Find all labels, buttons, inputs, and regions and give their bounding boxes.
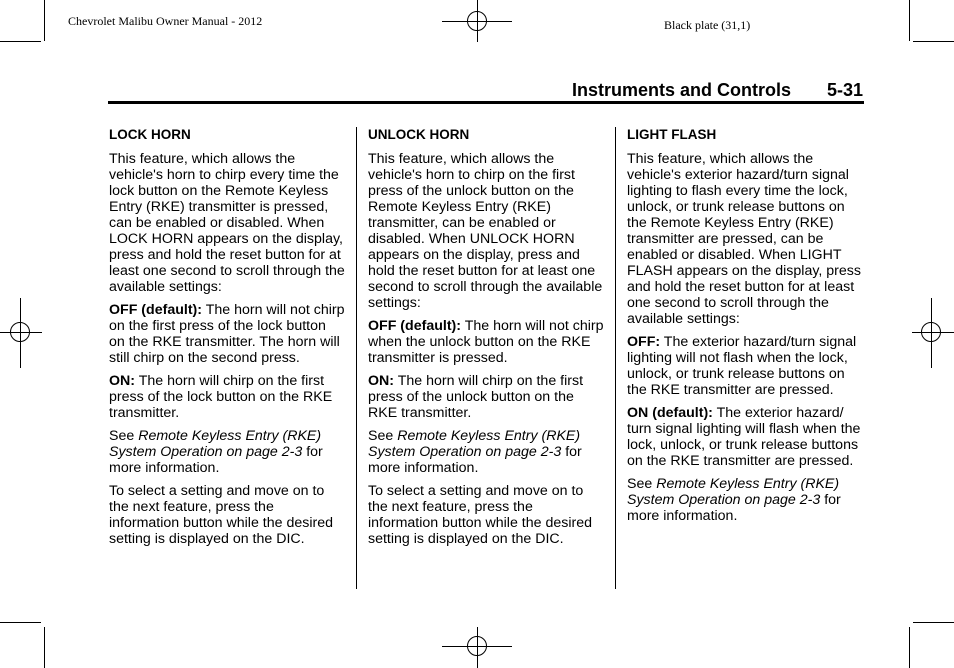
see-suffix: for more information. <box>109 444 323 476</box>
option-label: OFF (default): <box>368 318 461 334</box>
column-heading: LOCK HORN <box>109 127 191 142</box>
crop-mark <box>44 627 45 668</box>
option-label: OFF: <box>627 334 661 350</box>
option-text: The horn will not chirp when the unlock button on the RKE transmitter is pressed. <box>368 318 604 366</box>
paragraph-option-on <box>109 373 345 421</box>
paragraph-see-also <box>109 428 345 476</box>
paragraph-see-also <box>368 428 604 476</box>
paragraph-option-on <box>627 405 867 469</box>
option-text: The horn will not chirp on the first press of the lock button on the RKE transmitter. The horn will still chirp on the second press. <box>109 302 345 366</box>
paragraph-option-off <box>109 302 345 366</box>
column-heading: LIGHT FLASH <box>627 127 717 142</box>
paragraph-intro: This feature, which allows the vehicle's horn to chirp on the first press of the unlock button on the Remote Keyless Entry (RKE) transmitter, can be enabled or disabled. When UNLOCK HORN appears on the display, press and hold the reset button for at least one second to scroll through the available settings: <box>368 151 603 311</box>
page-number: 5-31 <box>827 80 864 100</box>
option-text: The exterior hazard/turn signal lighting will not flash when the lock, unlock, or trunk release buttons on the RKE transmitter are pressed. <box>627 334 857 398</box>
crop-mark <box>44 0 45 41</box>
option-label: ON: <box>368 373 395 389</box>
see-prefix: See <box>368 428 394 444</box>
section-title: Instruments and Controls <box>572 80 792 100</box>
crop-mark <box>0 622 41 623</box>
paragraph-closing: To select a setting and move on to the next feature, press the information button while the desired setting is displayed on the DIC. <box>109 483 333 547</box>
option-text: The exterior hazard/ turn signal lighting will flash when the lock, unlock, or trunk release buttons on the RKE transmitter are pressed. <box>627 405 861 469</box>
cross-reference-link[interactable]: Remote Keyless Entry (RKE) System Operation on page 2-3 <box>109 428 322 460</box>
column-divider <box>615 127 616 589</box>
paragraph-intro: This feature, which allows the vehicle's exterior hazard/turn signal lighting to flash every time the lock, unlock, or trunk release buttons on the Remote Keyless Entry (RKE) transmitter are pressed, can be enabled or disabled. When LIGHT FLASH appears on the display, press and hold the reset button for at least one second to scroll through the available settings: <box>627 151 861 327</box>
column-lock-horn <box>109 127 345 554</box>
crop-mark <box>913 41 954 42</box>
see-suffix: for more information. <box>368 444 582 476</box>
paragraph-see-also <box>627 476 867 524</box>
crop-mark <box>913 622 954 623</box>
option-text: The horn will chirp on the first press of the lock button on the RKE transmitter. <box>109 373 333 421</box>
see-suffix: for more information. <box>627 492 841 524</box>
column-heading: UNLOCK HORN <box>368 127 470 142</box>
paragraph-option-on <box>368 373 604 421</box>
paragraph-intro: This feature, which allows the vehicle's horn to chirp every time the lock button on the Remote Keyless Entry (RKE) transmitter is pressed, can be enabled or disabled. When LOCK HORN appears on the display, press and hold the reset button for at least one second to scroll through the available settings: <box>109 151 345 295</box>
paragraph-option-off <box>368 318 604 366</box>
header-rule <box>108 101 864 104</box>
cross-reference-link[interactable]: Remote Keyless Entry (RKE) System Operation on page 2-3 <box>368 428 581 460</box>
cross-reference-link[interactable]: Remote Keyless Entry (RKE) System Operation on page 2-3 <box>627 476 840 508</box>
plate-label: Black plate (31,1) <box>664 18 751 32</box>
column-light-flash <box>627 127 867 531</box>
paragraph-closing: To select a setting and move on to the next feature, press the information button while the desired setting is displayed on the DIC. <box>368 483 592 547</box>
see-prefix: See <box>627 476 653 492</box>
crop-mark <box>909 627 910 668</box>
column-unlock-horn <box>368 127 604 554</box>
option-text: The horn will chirp on the first press of the unlock button on the RKE transmitter. <box>368 373 584 421</box>
option-label: ON: <box>109 373 136 389</box>
see-prefix: See <box>109 428 135 444</box>
paragraph-option-off <box>627 334 867 398</box>
option-label: OFF (default): <box>109 302 202 318</box>
crop-mark <box>909 0 910 41</box>
manual-title: Chevrolet Malibu Owner Manual - 2012 <box>68 14 263 28</box>
column-divider <box>356 127 357 589</box>
option-label: ON (default): <box>627 405 713 421</box>
crop-mark <box>0 41 41 42</box>
